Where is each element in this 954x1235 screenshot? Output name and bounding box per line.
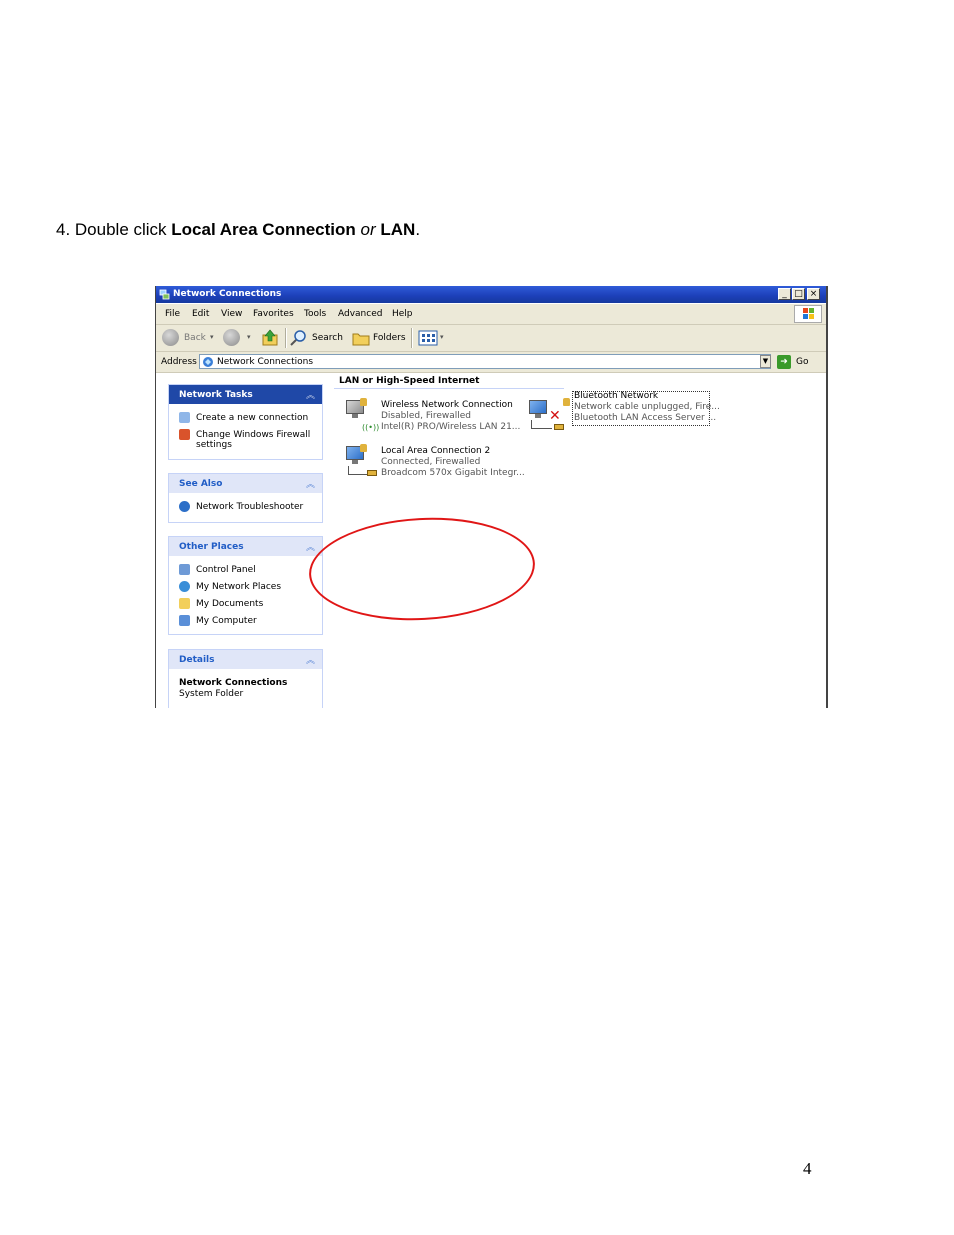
toolbar-separator [411,328,413,348]
details-panel [168,649,323,708]
close-button[interactable]: × [807,288,820,300]
other-places-header[interactable] [169,537,322,556]
views-dropdown-icon[interactable]: ▾ [440,333,444,341]
connection-status: Network cable unplugged, Fire... [574,402,720,412]
connection-local-area[interactable] [336,446,526,482]
address-label: Address [161,357,197,367]
control-panel-icon [179,564,190,575]
menu-tools[interactable]: Tools [304,309,327,319]
toolbar-separator [285,328,287,348]
other-places-panel [168,536,323,635]
title-bar[interactable] [156,286,826,303]
network-tasks-header[interactable] [169,385,322,404]
firewall-icon [179,429,190,440]
connection-device: Broadcom 570x Gigabit Integr... [381,468,525,478]
up-folder-icon[interactable] [261,329,279,347]
network-troubleshooter-link[interactable] [179,501,303,512]
cable-line [531,420,552,429]
instruction-bold-lan: LAN [380,220,416,239]
menu-help[interactable]: Help [392,309,413,319]
instruction-end: . [415,220,421,239]
instruction-or: or [355,220,381,239]
see-also-header[interactable] [169,474,322,493]
bluetooth-computer-icon [529,400,549,422]
menu-file[interactable]: File [165,309,181,319]
maximize-button[interactable]: □ [792,288,805,300]
collapse-chevron-icon[interactable]: ︽ [305,391,315,401]
search-button-label[interactable]: Search [312,333,343,343]
instruction-text [56,220,420,240]
search-icon[interactable] [290,329,308,347]
connection-status: Connected, Firewalled [381,457,481,467]
connection-name: Bluetooth Network [574,391,659,401]
my-computer-link[interactable] [179,615,257,626]
back-button-label[interactable]: Back [184,333,206,343]
collapse-chevron-icon[interactable]: ︽ [305,543,315,553]
control-panel-link[interactable] [179,564,256,575]
my-computer-label: My Computer [196,616,257,626]
back-arrow-icon[interactable] [162,329,179,346]
network-places-icon [179,581,190,592]
connection-device: Bluetooth LAN Access Server ... [574,413,717,423]
menu-edit[interactable]: Edit [192,309,210,319]
details-header[interactable] [169,650,322,669]
window-title: Network Connections [173,289,282,299]
control-panel-label: Control Panel [196,565,256,575]
create-connection-label: Create a new connection [196,413,309,423]
network-troubleshooter-label: Network Troubleshooter [196,502,304,512]
wireless-antenna-icon: ((•)) [362,423,380,432]
go-arrow-icon[interactable]: ➜ [777,355,791,369]
address-input[interactable] [199,354,771,369]
views-icon[interactable] [418,330,438,346]
network-connections-icon [202,356,214,368]
network-tasks-title: Network Tasks [179,390,253,400]
network-connections-window [155,286,828,708]
connection-status: Disabled, Firewalled [381,411,472,421]
lock-icon [360,444,367,452]
my-network-places-label: My Network Places [196,582,282,592]
details-name: Network Connections [179,678,288,688]
instruction-bold-lac: Local Area Connection [171,220,356,239]
highlight-circle [306,512,537,626]
content-area [156,373,826,708]
connection-device: Intel(R) PRO/Wireless LAN 21... [381,422,521,432]
computer-icon [179,615,190,626]
group-header: LAN or High-Speed Internet [339,376,480,386]
instruction-step: 4. Double click [56,220,172,239]
folders-button-label[interactable]: Folders [373,333,406,343]
toolbar [156,325,826,352]
firewall-settings-label: Change Windows Firewall [196,430,311,440]
my-documents-link[interactable] [179,598,263,609]
menu-advanced[interactable]: Advanced [338,309,383,319]
address-bar [156,352,826,373]
firewall-settings-link-line2[interactable]: settings [196,440,232,450]
menu-view[interactable]: View [221,309,243,319]
lock-icon [360,398,367,406]
back-dropdown-icon[interactable]: ▾ [210,333,214,341]
minimize-button[interactable]: _ [778,288,791,300]
page-number: 4 [803,1159,812,1178]
connection-name: Local Area Connection 2 [381,446,491,456]
lock-icon [563,398,570,406]
details-title: Details [179,655,215,665]
collapse-chevron-icon[interactable]: ︽ [305,656,315,666]
my-network-places-link[interactable] [179,581,281,592]
menu-favorites[interactable]: Favorites [253,309,294,319]
info-icon [179,501,190,512]
cable-line [348,466,369,475]
network-connections-icon [159,289,170,300]
see-also-panel [168,473,323,523]
disconnected-x-icon: ✕ [549,408,561,424]
create-connection-link[interactable] [179,412,308,423]
folders-icon[interactable] [352,330,370,346]
connection-bluetooth[interactable] [519,391,720,436]
go-button-label[interactable]: Go [796,357,809,367]
documents-folder-icon [179,598,190,609]
connection-wireless[interactable] [336,400,526,436]
my-documents-label: My Documents [196,599,264,609]
windows-logo-icon [794,305,822,323]
network-hub-icon [367,470,377,476]
see-also-title: See Also [179,479,223,489]
group-divider [334,388,564,389]
network-tasks-panel [168,384,323,460]
new-connection-icon [179,412,190,423]
connection-name: Wireless Network Connection [381,400,513,410]
menu-bar [156,304,826,325]
firewall-settings-link[interactable] [179,429,310,440]
address-dropdown-icon[interactable]: ▼ [760,355,771,368]
collapse-chevron-icon[interactable]: ︽ [305,480,315,490]
other-places-title: Other Places [179,542,244,552]
forward-dropdown-icon[interactable]: ▾ [247,333,251,341]
network-hub-icon [554,424,564,430]
address-value: Network Connections [217,357,314,367]
forward-arrow-icon[interactable] [223,329,240,346]
details-type: System Folder [179,689,244,699]
